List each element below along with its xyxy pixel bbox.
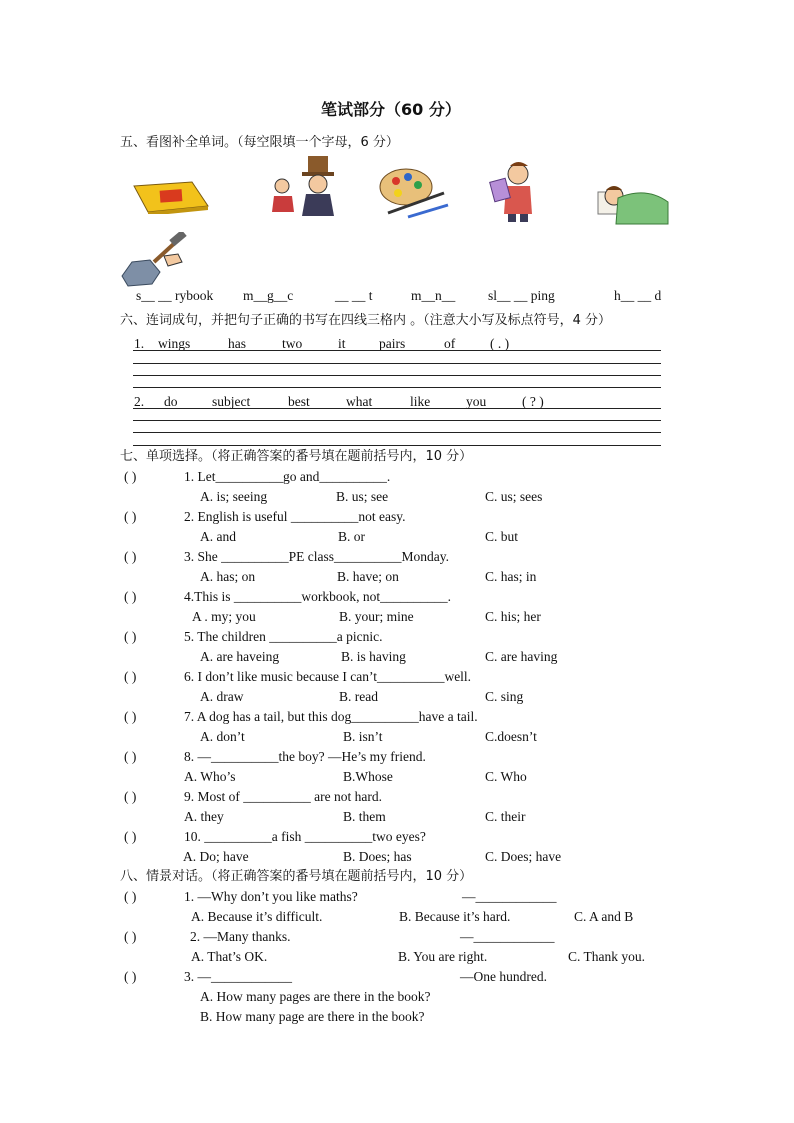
word: best: [288, 394, 310, 409]
hammer-rock-picture: [116, 232, 190, 288]
dialogue-1-stem: 1. —Why don’t you like maths?: [184, 889, 358, 904]
word: two: [282, 336, 303, 351]
question-8-stem: 8. —__________the boy? —He’s my friend.: [184, 749, 426, 764]
question-5-stem: 5. The children __________a picnic.: [184, 629, 383, 644]
option-a: A . my; you: [192, 609, 256, 624]
option-a: A. That’s OK.: [191, 949, 268, 964]
option-b: B. us; see: [336, 489, 389, 504]
answer-paren: ( ): [124, 709, 137, 724]
option-b: B. isn’t: [343, 729, 383, 744]
answer-paren: ( ): [124, 889, 137, 904]
sleeping-picture: [596, 176, 670, 228]
boy-reading-picture: [488, 158, 544, 224]
option-b: B. read: [339, 689, 378, 704]
writing-line: [133, 387, 661, 388]
option-c: C. A and B: [574, 909, 634, 924]
section-8-heading: 八、情景对话。（将正确答案的番号填在题前括号内，10 分）: [120, 869, 473, 884]
word-blank-sleeping: sl__ __ ping: [488, 288, 555, 303]
word-blank-art: __ __ t: [335, 288, 373, 303]
option-a: A. don’t: [200, 729, 245, 744]
section-6-heading: 六、连词成句，并把句子正确的书写在四线三格内 。（注意大小写及标点符号，4 分）: [120, 313, 612, 328]
dialogue-2-stem: 2. —Many thanks.: [190, 929, 291, 944]
word: has: [228, 336, 246, 351]
question-3-stem: 3. She __________PE class__________Monday.: [184, 549, 449, 564]
paint-palette-picture: [378, 163, 450, 219]
answer-paren: ( ): [124, 629, 137, 644]
word: ( . ): [490, 336, 510, 351]
writing-line: [133, 350, 661, 351]
word: pairs: [379, 336, 406, 351]
option-b: B. How many page are there in the book?: [200, 1009, 425, 1024]
option-b: B. them: [343, 809, 386, 824]
dialogue-3-response: —One hundred.: [460, 969, 547, 984]
answer-paren: ( ): [124, 969, 137, 984]
answer-paren: ( ): [124, 589, 137, 604]
word: you: [466, 394, 487, 409]
option-a: A. How many pages are there in the book?: [200, 989, 431, 1004]
word: wings: [158, 336, 191, 351]
question-1-stem: 1. Let__________go and__________.: [184, 469, 391, 484]
dialogue-2-response: —____________: [460, 929, 555, 944]
question-4-stem: 4.This is __________workbook, not__________.: [184, 589, 452, 604]
question-7-stem: 7. A dog has a tail, but this dog__________have a tail.: [184, 709, 478, 724]
option-b: B. your; mine: [339, 609, 414, 624]
answer-paren: ( ): [124, 669, 137, 684]
option-b: B.Whose: [343, 769, 393, 784]
word: of: [444, 336, 456, 351]
writing-line: [133, 363, 661, 364]
word: 1.: [134, 336, 145, 351]
word: ( ? ): [522, 394, 544, 409]
word-blank-magic: m__g__c: [243, 288, 294, 303]
word-blank-storybook: s__ __ rybook: [136, 288, 214, 303]
option-a: A. Who’s: [184, 769, 236, 784]
word: what: [346, 394, 373, 409]
answer-paren: ( ): [124, 549, 137, 564]
option-c: C. are having: [485, 649, 558, 664]
magic-picture: [268, 152, 340, 218]
answer-paren: ( ): [124, 749, 137, 764]
question-10-stem: 10. __________a fish __________two eyes?: [184, 829, 426, 844]
writing-line: [133, 420, 661, 421]
option-a: A. Do; have: [183, 849, 249, 864]
word-blank-hard: h__ __ d: [614, 288, 662, 303]
writing-line: [133, 375, 661, 376]
option-a: A. and: [200, 529, 236, 544]
option-c: C. Thank you.: [568, 949, 645, 964]
answer-paren: ( ): [124, 469, 137, 484]
option-b: B. is having: [341, 649, 406, 664]
option-c: C. Who: [485, 769, 527, 784]
option-b: B. Does; has: [343, 849, 412, 864]
word: it: [338, 336, 346, 351]
page-title: 笔试部分（60 分）: [321, 100, 461, 119]
option-a: A. they: [184, 809, 224, 824]
option-c: C. has; in: [485, 569, 537, 584]
question-2-stem: 2. English is useful __________not easy.: [184, 509, 406, 524]
answer-paren: ( ): [124, 929, 137, 944]
option-a: A. is; seeing: [200, 489, 268, 504]
option-c: C. their: [485, 809, 526, 824]
option-c: C. Does; have: [485, 849, 562, 864]
option-a: A. has; on: [200, 569, 256, 584]
option-b: B. have; on: [337, 569, 399, 584]
word: like: [410, 394, 431, 409]
option-c: C. us; sees: [485, 489, 543, 504]
question-6-stem: 6. I don’t like music because I can’t__________well.: [184, 669, 472, 684]
word: 2.: [134, 394, 145, 409]
option-c: C.doesn’t: [485, 729, 537, 744]
question-9-stem: 9. Most of __________ are not hard.: [184, 789, 382, 804]
option-b: B. Because it’s hard.: [399, 909, 511, 924]
option-b: B. or: [338, 529, 365, 544]
answer-paren: ( ): [124, 509, 137, 524]
option-c: C. but: [485, 529, 519, 544]
storybook-picture: [130, 178, 210, 214]
writing-line: [133, 445, 661, 446]
answer-paren: ( ): [124, 789, 137, 804]
section-7-heading: 七、单项选择。（将正确答案的番号填在题前括号内，10 分）: [120, 449, 473, 464]
option-b: B. You are right.: [398, 949, 488, 964]
section-5-heading: 五、看图补全单词。（每空限填一个字母，6 分）: [120, 135, 399, 150]
option-a: A. are haveing: [200, 649, 280, 664]
dialogue-3-stem: 3. —____________: [184, 969, 292, 984]
word: do: [164, 394, 178, 409]
word: subject: [212, 394, 251, 409]
option-a: A. Because it’s difficult.: [191, 909, 323, 924]
writing-line: [133, 432, 661, 433]
answer-paren: ( ): [124, 829, 137, 844]
option-c: C. sing: [485, 689, 524, 704]
option-a: A. draw: [200, 689, 244, 704]
word-blank-mine: m__n__: [411, 288, 456, 303]
dialogue-1-response: —____________: [462, 889, 557, 904]
writing-line: [133, 408, 661, 409]
option-c: C. his; her: [485, 609, 541, 624]
